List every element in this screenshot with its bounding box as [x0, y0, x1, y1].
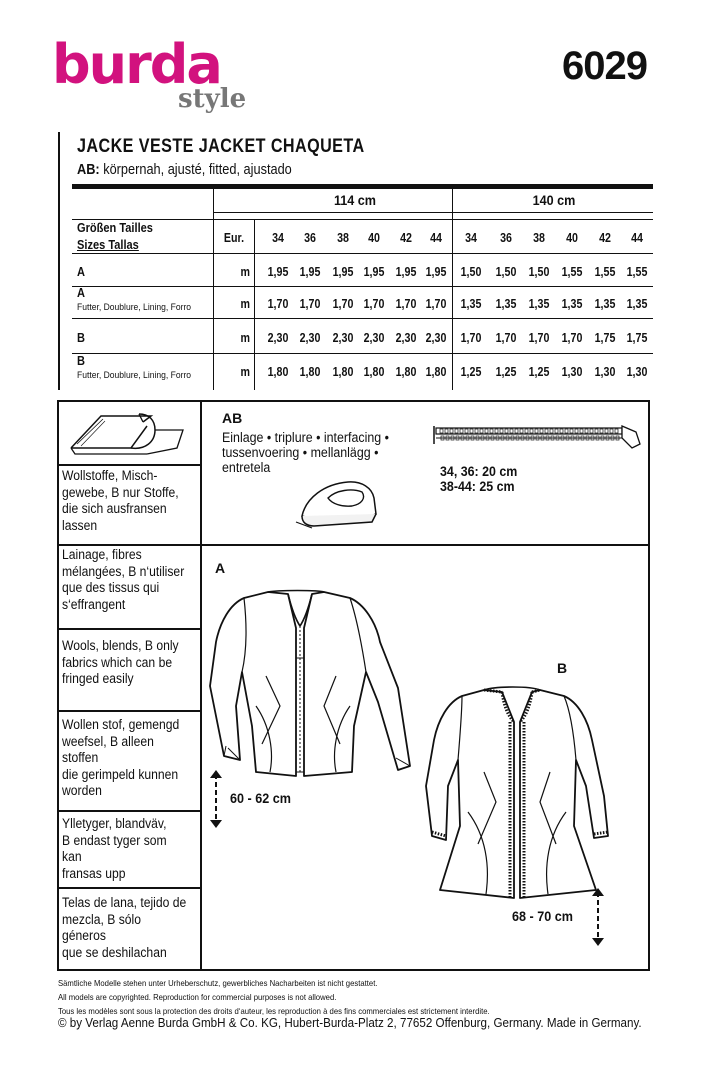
- legal-note: Tous les modèles sont sous la protection des droits d‘auteur, les reproduction à des fins commerciales est strictement interdite.: [58, 1006, 490, 1016]
- row-label: B: [77, 353, 85, 368]
- unit-label: m: [240, 364, 251, 379]
- unit-label: m: [240, 330, 251, 345]
- zipper-tooth: [460, 429, 463, 433]
- yardage-value: 2,30: [425, 330, 447, 345]
- zipper-tooth: [445, 429, 448, 433]
- unit-label: m: [240, 264, 251, 279]
- zipper-tooth: [590, 429, 593, 433]
- sizes-header: Größen Tailles: [77, 220, 153, 235]
- iron-icon: [292, 476, 382, 532]
- yardage-value: 1,70: [332, 296, 354, 311]
- fabric-line: mélangées, B n‘utiliser: [62, 563, 185, 579]
- yardage-value: 2,30: [267, 330, 289, 345]
- row-label: B: [77, 330, 85, 345]
- yardage-value: 1,50: [528, 264, 550, 279]
- yardage-value: 1,95: [299, 264, 321, 279]
- fabric-line: fabrics which can be: [62, 654, 173, 670]
- zipper-tooth: [450, 429, 453, 433]
- yardage-value: 1,30: [626, 364, 648, 379]
- yardage-table: [58, 184, 653, 390]
- table-rule: [72, 353, 653, 354]
- interfacing-line: entretela: [222, 460, 271, 475]
- model-a-length: 60 - 62 cm: [230, 790, 291, 806]
- zipper-tooth: [500, 429, 503, 433]
- zipper-tooth: [550, 429, 553, 433]
- fabric-line: lassen: [62, 517, 98, 533]
- zipper-tooth: [580, 429, 583, 433]
- yardage-value: 2,30: [332, 330, 354, 345]
- zipper-tooth: [570, 429, 573, 433]
- size-header-cell: 34: [272, 230, 284, 245]
- yardage-value: 1,25: [460, 364, 482, 379]
- interfacing-line: Einlage • triplure • interfacing •: [222, 430, 390, 445]
- zipper-tooth: [615, 429, 618, 433]
- fabric-separator: [59, 628, 200, 630]
- yardage-value: 1,80: [425, 364, 447, 379]
- table-divider: [213, 189, 214, 390]
- yardage-value: 1,70: [299, 296, 321, 311]
- size-header-cell: 40: [368, 230, 380, 245]
- size-header-cell: 44: [430, 230, 442, 245]
- zipper-tooth: [575, 429, 578, 433]
- yardage-value: 1,80: [332, 364, 354, 379]
- yardage-value: 1,35: [528, 296, 550, 311]
- fabric-separator: [59, 464, 200, 466]
- yardage-value: 1,35: [561, 296, 583, 311]
- zipper-line: 34, 36: 20 cm: [440, 464, 518, 479]
- fabric-line: que des tissus qui: [62, 580, 160, 595]
- zipper-tooth: [530, 429, 533, 433]
- row-sublabel: Futter, Doublure, Lining, Forro: [77, 302, 192, 313]
- yardage-value: 1,95: [425, 264, 447, 279]
- zipper-tooth: [465, 429, 468, 433]
- yardage-value: 1,50: [460, 264, 482, 279]
- fabric-line: que se deshilachan: [62, 944, 167, 960]
- garment-title: JACKE VESTE JACKET CHAQUETA: [77, 136, 365, 157]
- size-header-cell: 38: [533, 230, 545, 245]
- zipper-tooth: [515, 429, 518, 433]
- zipper-tooth: [545, 429, 548, 433]
- size-header-cell: 42: [400, 230, 412, 245]
- fabric-separator: [59, 544, 200, 546]
- zipper-tooth: [565, 429, 568, 433]
- fabric-width: 114 cm: [333, 192, 377, 208]
- yardage-value: 1,70: [425, 296, 447, 311]
- yardage-value: 1,95: [395, 264, 417, 279]
- zipper-tooth: [525, 429, 528, 433]
- yardage-value: 1,75: [594, 330, 616, 345]
- zipper-tooth: [585, 429, 588, 433]
- zipper-tooth: [455, 429, 458, 433]
- logo-wordmark: burda: [52, 33, 221, 96]
- zipper-tooth: [485, 429, 488, 433]
- fabric-line: fransas upp: [62, 865, 126, 881]
- fabric-line: Wools, blends, B only: [62, 638, 179, 653]
- yardage-value: 1,70: [528, 330, 550, 345]
- zipper-tooth: [555, 429, 558, 433]
- fabric-line: Telas de lana, tejido de: [62, 895, 187, 910]
- yardage-value: 1,70: [267, 296, 289, 311]
- zipper-tooth: [505, 429, 508, 433]
- fabric-line: Wollen stof, gemengd: [62, 717, 180, 732]
- fabric-description: [62, 717, 188, 800]
- yardage-value: 1,50: [495, 264, 517, 279]
- zipper-tooth: [495, 429, 498, 433]
- fabric-description: [62, 468, 188, 534]
- interfacing-text: [222, 430, 389, 475]
- table-rule: [72, 219, 653, 220]
- yardage-value: 1,70: [495, 330, 517, 345]
- yardage-value: 1,35: [495, 296, 517, 311]
- zipper-tooth: [535, 429, 538, 433]
- yardage-value: 1,80: [395, 364, 417, 379]
- fabric-description: [62, 547, 188, 613]
- yardage-value: 1,70: [395, 296, 417, 311]
- table-rule: [72, 253, 653, 254]
- legal-note: All models are copyrighted. Reproduction for commercial purposes is not allowed.: [58, 992, 337, 1002]
- yardage-value: 1,35: [460, 296, 482, 311]
- zipper-tooth: [610, 429, 613, 433]
- logo-subtitle: style: [178, 84, 247, 114]
- yardage-value: 1,30: [561, 364, 583, 379]
- table-rule: [72, 286, 653, 287]
- model-b-length: 68 - 70 cm: [512, 908, 573, 924]
- table-top-rule: [72, 184, 653, 189]
- fabric-description: [62, 816, 188, 882]
- fabric-line: B endast tyger som kan: [62, 832, 167, 864]
- zipper-icon: [432, 416, 644, 456]
- fabric-line: die gerimpeld kunnen: [62, 766, 179, 782]
- zipper-tooth: [600, 429, 603, 433]
- zipper-tooth: [490, 429, 493, 433]
- zipper-tooth: [510, 429, 513, 433]
- fabric-separator: [59, 810, 200, 812]
- fabric-separator: [59, 887, 200, 889]
- size-header-cell: 36: [304, 230, 316, 245]
- legal-note: Sämtliche Modelle stehen unter Urheberschutz, gewerbliches Nacharbeiten ist nicht gestattet.: [58, 978, 378, 988]
- zipper-tooth: [540, 429, 543, 433]
- model-b-label: B: [557, 660, 568, 676]
- fabric-description: [62, 638, 188, 688]
- fabric-line: Lainage, fibres: [62, 547, 142, 562]
- yardage-value: 1,95: [363, 264, 385, 279]
- yardage-value: 1,70: [460, 330, 482, 345]
- row-label: A: [77, 285, 85, 300]
- fabric-line: mezcla, B sólo géneros: [62, 911, 142, 943]
- pattern-number: 6029: [562, 44, 647, 88]
- zipper-tooth: [470, 429, 473, 433]
- yardage-value: 2,30: [363, 330, 385, 345]
- row-sublabel: Futter, Doublure, Lining, Forro: [77, 370, 192, 381]
- yardage-value: 1,70: [561, 330, 583, 345]
- size-header-cell: 42: [599, 230, 611, 245]
- length-arrow-a: [206, 768, 226, 830]
- yardage-value: 1,95: [267, 264, 289, 279]
- fabric-column: [59, 402, 202, 969]
- sizes-header: Sizes Tallas: [77, 237, 139, 252]
- table-rule: [213, 212, 653, 213]
- yardage-value: 1,55: [594, 264, 616, 279]
- fabric-line: fringed easily: [62, 671, 134, 686]
- eur-label: Eur.: [223, 230, 245, 245]
- table-divider: [254, 219, 255, 390]
- table-rule: [72, 318, 653, 319]
- fit-description: [77, 161, 292, 178]
- yardage-value: 1,55: [626, 264, 648, 279]
- zipper-tooth: [605, 429, 608, 433]
- size-header-cell: 36: [500, 230, 512, 245]
- size-header-cell: 40: [566, 230, 578, 245]
- fabric-separator: [59, 710, 200, 712]
- yardage-value: 1,80: [267, 364, 289, 379]
- fabric-width: 140 cm: [532, 192, 576, 208]
- length-arrow-b: [588, 886, 608, 948]
- zipper-tooth: [595, 429, 598, 433]
- yardage-value: 1,35: [626, 296, 648, 311]
- fabric-line: gewebe, B nur Stoffe,: [62, 484, 179, 500]
- zipper-tooth: [520, 429, 523, 433]
- legal-notes: [58, 976, 658, 1018]
- yardage-value: 1,25: [528, 364, 550, 379]
- fabric-line: worden: [62, 783, 102, 798]
- yardage-value: 1,80: [299, 364, 321, 379]
- size-header-cell: 44: [631, 230, 643, 245]
- model-a-label: A: [215, 560, 226, 576]
- jacket-a-illustration: [200, 576, 430, 796]
- zipper-line: 38-44: 25 cm: [440, 479, 515, 494]
- title-block: [58, 132, 653, 184]
- interfacing-line: tussenvoering • mellanlägg •: [222, 445, 379, 460]
- fabric-line: s‘effrangent: [62, 596, 126, 612]
- zipper-tooth: [440, 429, 443, 433]
- yardage-value: 1,70: [363, 296, 385, 311]
- size-header-cell: 38: [337, 230, 349, 245]
- table-divider: [452, 189, 453, 390]
- yardage-value: 1,95: [332, 264, 354, 279]
- notions-label: AB: [222, 410, 243, 426]
- yardage-value: 2,30: [395, 330, 417, 345]
- jacket-b-illustration: [420, 676, 640, 906]
- notions-section: [202, 402, 650, 546]
- unit-label: m: [240, 296, 251, 311]
- yardage-value: 1,75: [626, 330, 648, 345]
- fabric-line: Wollstoffe, Misch-: [62, 468, 158, 483]
- size-header-cell: 34: [465, 230, 477, 245]
- fabric-line: die sich ausfransen: [62, 501, 167, 516]
- zipper-tooth: [475, 429, 478, 433]
- fabric-description: [62, 895, 188, 961]
- yardage-value: 1,80: [363, 364, 385, 379]
- fit-label: AB:: [77, 161, 100, 178]
- copyright-line: © by Verlag Aenne Burda GmbH & Co. KG, Hubert-Burda-Platz 2, 77652 Offenburg, Germany. Made in Germany.: [58, 1016, 642, 1030]
- fabric-bolt-icon: [59, 402, 200, 468]
- yardage-value: 1,55: [561, 264, 583, 279]
- yardage-value: 1,25: [495, 364, 517, 379]
- row-label: A: [77, 264, 85, 279]
- zipper-length: [440, 464, 517, 494]
- burda-style-logo: [52, 34, 252, 114]
- zipper-tooth: [480, 429, 483, 433]
- yardage-value: 1,30: [594, 364, 616, 379]
- yardage-value: 2,30: [299, 330, 321, 345]
- fabric-line: weefsel, B alleen stoffen: [62, 733, 154, 765]
- fabric-line: Ylletyger, blandväv,: [62, 816, 167, 831]
- zipper-tooth: [560, 429, 563, 433]
- yardage-value: 1,35: [594, 296, 616, 311]
- fit-text: körpernah, ajusté, fitted, ajustado: [103, 161, 292, 178]
